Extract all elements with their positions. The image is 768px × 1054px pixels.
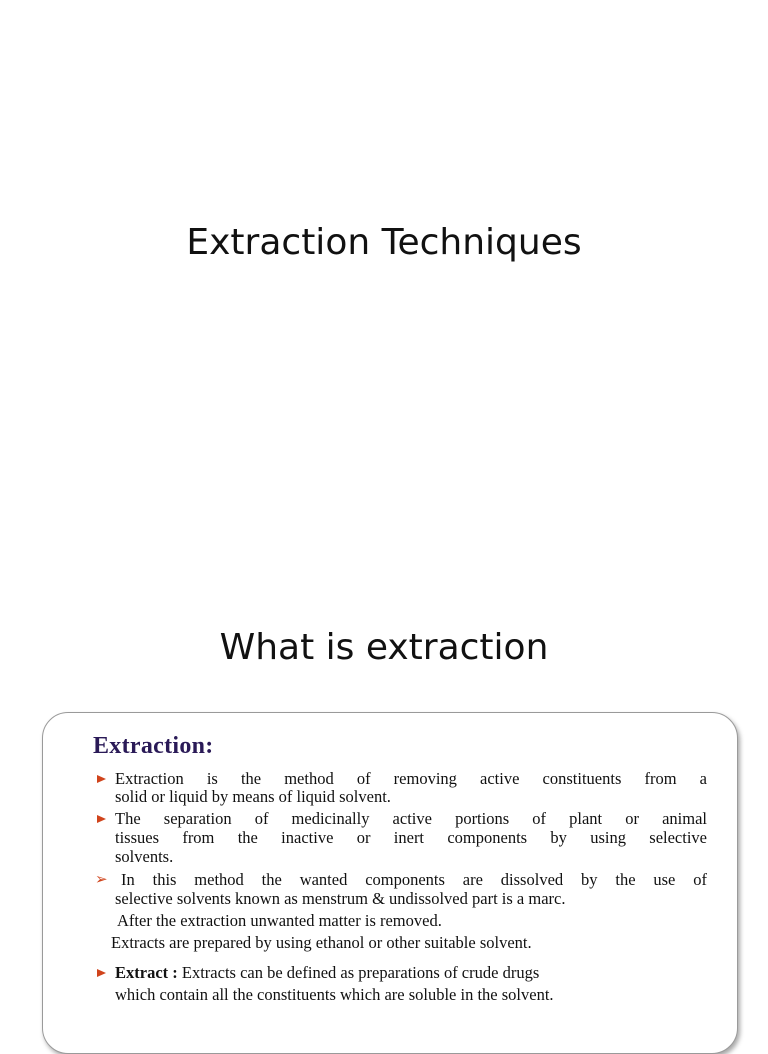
bullet-4-line-1 — [115, 963, 707, 983]
extraction-definition-panel — [42, 712, 738, 1054]
bullet-3-line-2: selective solvents known as menstrum & undissolved part is a marc. — [115, 889, 566, 908]
panel-heading: Extraction: — [93, 733, 214, 759]
bullet-arrow-icon: ➢ — [95, 870, 108, 888]
bullet-1-line-2: solid or liquid by means of liquid solvent. — [115, 787, 391, 806]
bullet-triangle-icon — [97, 815, 106, 823]
bullet-3-line-1: In this method the wanted components are dissolved by the use of — [121, 870, 707, 889]
extracts-prepared-line: Extracts are prepared by using ethanol or other suitable solvent. — [111, 933, 532, 952]
slide-title-what-is-extraction: What is extraction — [219, 627, 549, 668]
bullet-1-line-1: Extraction is the method of removing active constituents from a — [115, 769, 707, 788]
bullet-4-line-2: which contain all the constituents which are soluble in the solvent. — [115, 985, 554, 1004]
bullet-2-line-2: tissues from the inactive or inert components by using selective — [115, 828, 707, 847]
bullet-triangle-icon — [97, 775, 106, 783]
bullet-2-line-3: solvents. — [115, 847, 174, 866]
slide-title-extraction-techniques: Extraction Techniques — [186, 222, 582, 263]
bullet-2-line-1: The separation of medicinally active portions of plant or animal — [115, 809, 707, 828]
bullet-3-line-3: After the extraction unwanted matter is removed. — [117, 911, 442, 930]
extract-term: Extract : — [115, 963, 178, 982]
extract-definition: Extracts can be defined as preparations of crude drugs — [181, 963, 540, 982]
bullet-triangle-icon — [97, 969, 106, 977]
